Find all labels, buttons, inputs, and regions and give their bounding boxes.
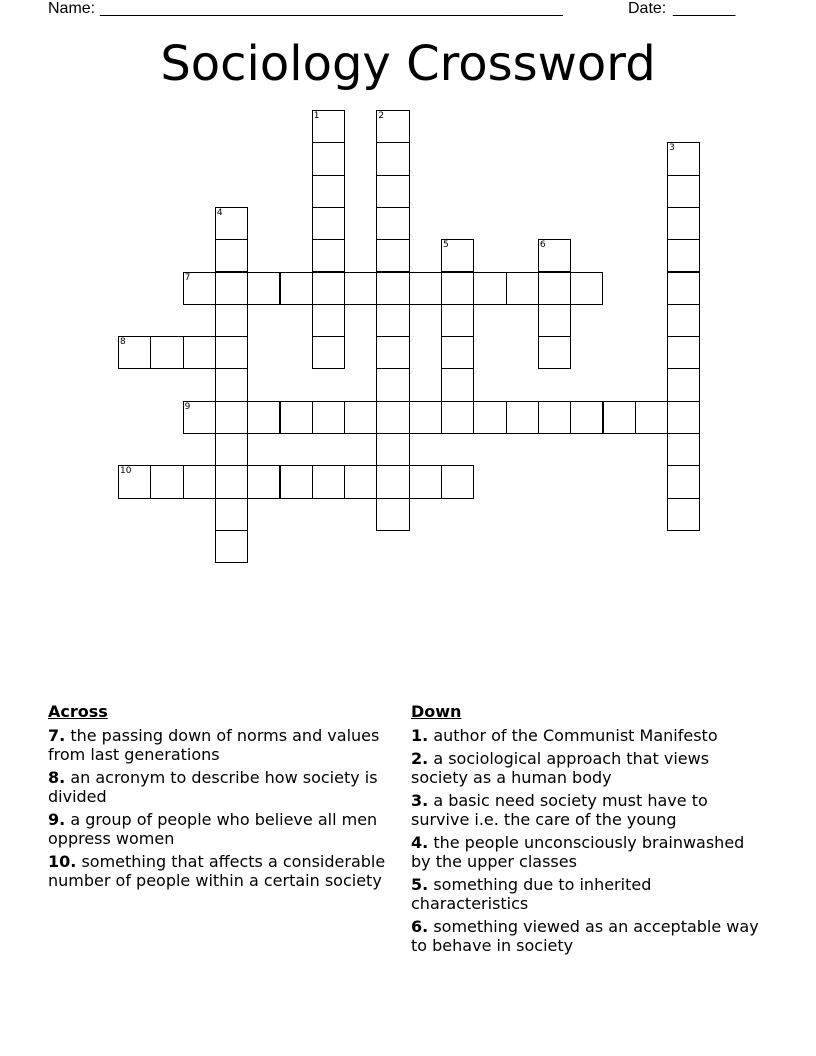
grid-cell[interactable] — [667, 239, 700, 272]
clue-number: 3. — [411, 791, 429, 810]
clue-text: the people unconsciously brainwashed by the upper classes — [411, 833, 745, 871]
grid-cell[interactable] — [183, 336, 216, 369]
grid-cell[interactable] — [312, 465, 345, 498]
grid-cell[interactable] — [215, 304, 248, 337]
clue-number-label: 5 — [443, 240, 449, 251]
grid-cell[interactable] — [441, 272, 474, 305]
grid-cell[interactable] — [376, 175, 409, 208]
grid-cell[interactable] — [603, 401, 636, 434]
grid-cell[interactable] — [183, 272, 216, 305]
clue-down-4 — [411, 833, 761, 871]
grid-cell[interactable] — [441, 465, 474, 498]
clue-number: 2. — [411, 749, 429, 768]
grid-cell[interactable] — [312, 142, 345, 175]
grid-cell[interactable] — [667, 207, 700, 240]
grid-cell[interactable] — [376, 498, 409, 531]
grid-cell[interactable] — [376, 368, 409, 401]
across-clues — [48, 702, 400, 894]
grid-cell[interactable] — [118, 336, 151, 369]
grid-cell[interactable] — [376, 336, 409, 369]
grid-cell[interactable] — [312, 272, 345, 305]
clue-down-6 — [411, 917, 761, 955]
clue-number-label: 4 — [216, 207, 223, 218]
grid-cell[interactable] — [150, 336, 183, 369]
clue-text: something that affects a considerable number of people within a certain society — [48, 852, 386, 890]
grid-cell[interactable] — [667, 368, 700, 401]
clue-text: a group of people who believe all men oppress women — [48, 810, 378, 848]
clue-text: something due to inherited characteristics — [411, 875, 652, 913]
grid-cell[interactable] — [538, 336, 571, 369]
grid-cell[interactable] — [667, 142, 700, 175]
grid-cell[interactable] — [344, 401, 377, 434]
grid-cell[interactable] — [538, 401, 571, 434]
grid-cell[interactable] — [312, 401, 345, 434]
grid-cell[interactable] — [473, 401, 506, 434]
grid-cell[interactable] — [538, 272, 571, 305]
clue-number-label: 10 — [120, 466, 132, 477]
grid-cell[interactable] — [215, 272, 248, 305]
grid-cell[interactable] — [441, 368, 474, 401]
down-heading: Down — [411, 702, 462, 721]
clue-number: 9. — [48, 810, 66, 829]
clue-number-label: 2 — [378, 111, 385, 121]
grid-cell[interactable] — [215, 239, 248, 272]
clue-across-9 — [48, 810, 400, 848]
grid-cell[interactable] — [215, 336, 248, 369]
date-field[interactable]: _______ — [673, 0, 736, 17]
grid-cell[interactable] — [506, 272, 539, 305]
clue-down-5 — [411, 875, 761, 913]
grid-cell[interactable] — [409, 401, 442, 434]
grid-cell[interactable] — [409, 465, 442, 498]
grid-cell[interactable] — [376, 401, 409, 434]
grid-cell[interactable] — [215, 465, 248, 498]
grid-cell[interactable] — [441, 336, 474, 369]
grid-cell[interactable] — [667, 401, 700, 434]
grid-cell[interactable] — [376, 465, 409, 498]
grid-cell[interactable] — [280, 465, 313, 498]
grid-cell[interactable] — [441, 304, 474, 337]
clue-text: an acronym to describe how society is divided — [48, 768, 378, 806]
clue-text: a basic need society must have to survive i.e. the care of the young — [411, 791, 708, 829]
grid-cell[interactable] — [215, 498, 248, 531]
across-heading: Across — [48, 702, 108, 721]
date-label: Date: — [628, 0, 667, 17]
grid-cell[interactable] — [376, 304, 409, 337]
clue-number-label: 7 — [184, 272, 191, 283]
clue-text: author of the Communist Manifesto — [433, 726, 718, 745]
grid-cell[interactable] — [441, 239, 474, 272]
clue-across-10 — [48, 852, 400, 890]
grid-cell[interactable] — [376, 142, 409, 175]
grid-cell[interactable] — [667, 465, 700, 498]
grid-cell[interactable] — [312, 336, 345, 369]
grid-cell[interactable] — [376, 239, 409, 272]
clue-down-1 — [411, 726, 761, 745]
clue-number: 1. — [411, 726, 429, 745]
name-field[interactable]: ____________________________________________________ — [100, 0, 563, 17]
grid-cell[interactable] — [247, 401, 280, 434]
clue-number: 10. — [48, 852, 77, 871]
clue-number-label: 6 — [539, 240, 546, 251]
grid-cell[interactable] — [667, 498, 700, 531]
grid-cell[interactable] — [635, 401, 668, 434]
grid-cell[interactable] — [473, 272, 506, 305]
grid-cell[interactable] — [538, 304, 571, 337]
grid-cell[interactable] — [215, 368, 248, 401]
grid-cell[interactable] — [215, 401, 248, 434]
clue-across-8 — [48, 768, 400, 806]
grid-cell[interactable] — [376, 272, 409, 305]
grid-cell[interactable] — [312, 304, 345, 337]
name-label: Name: — [48, 0, 96, 17]
clue-number-label: 8 — [120, 337, 126, 348]
grid-cell[interactable] — [312, 239, 345, 272]
grid-cell[interactable] — [247, 272, 280, 305]
grid-cell[interactable] — [441, 401, 474, 434]
grid-cell[interactable] — [570, 272, 603, 305]
grid-cell[interactable] — [344, 272, 377, 305]
grid-cell[interactable] — [376, 433, 409, 466]
clue-text: a sociological approach that views society as a human body — [411, 749, 710, 787]
grid-cell[interactable] — [409, 272, 442, 305]
clue-down-2 — [411, 749, 761, 787]
grid-cell[interactable] — [312, 110, 345, 143]
grid-cell[interactable] — [376, 110, 409, 143]
clue-down-3 — [411, 791, 761, 829]
grid-cell[interactable] — [247, 465, 280, 498]
grid-cell[interactable] — [183, 465, 216, 498]
grid-cell[interactable] — [538, 239, 571, 272]
clue-number: 7. — [48, 726, 66, 745]
clue-number-label: 3 — [669, 143, 675, 154]
grid-cell[interactable] — [183, 401, 216, 434]
clue-number-label: 9 — [184, 401, 191, 412]
grid-cell[interactable] — [570, 401, 603, 434]
grid-cell[interactable] — [150, 465, 183, 498]
clue-text: the passing down of norms and values from last generations — [48, 726, 380, 764]
clue-number: 4. — [411, 833, 429, 852]
grid-cell[interactable] — [215, 530, 248, 563]
grid-cell[interactable] — [280, 401, 313, 434]
grid-cell[interactable] — [667, 304, 700, 337]
clue-number: 8. — [48, 768, 66, 787]
grid-cell[interactable] — [667, 175, 700, 208]
clue-across-7 — [48, 726, 400, 764]
grid-cell[interactable] — [118, 465, 151, 498]
grid-cell[interactable] — [215, 207, 248, 240]
down-clues — [411, 702, 761, 959]
grid-cell[interactable] — [344, 465, 377, 498]
clue-number-label: 1 — [313, 111, 320, 121]
grid-cell[interactable] — [506, 401, 539, 434]
grid-cell[interactable] — [280, 272, 313, 305]
grid-cell[interactable] — [667, 272, 700, 305]
grid-cell[interactable] — [312, 207, 345, 240]
grid-cell[interactable] — [667, 336, 700, 369]
clue-text: something viewed as an acceptable way to behave in society — [411, 917, 759, 955]
grid-cell[interactable] — [667, 433, 700, 466]
grid-cell[interactable] — [376, 207, 409, 240]
grid-cell[interactable] — [215, 433, 248, 466]
clue-number: 6. — [411, 917, 429, 936]
page-title: Sociology Crossword — [160, 36, 656, 92]
clue-number: 5. — [411, 875, 429, 894]
grid-cell[interactable] — [312, 175, 345, 208]
